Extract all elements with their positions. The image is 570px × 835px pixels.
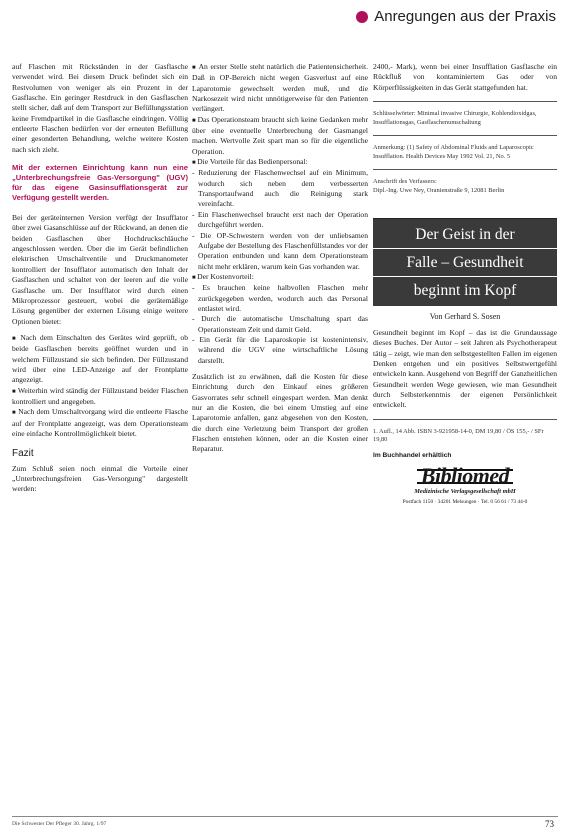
- keywords: Schlüsselwörter: Minimal invasive Chirurgie, Kohlendioxidgas, Insufflationsgas, Gasflaschenumschaltung: [373, 110, 537, 126]
- publisher-logo: Bibliomed: [417, 469, 513, 483]
- divider: [373, 101, 557, 102]
- bullet-item: ■ Der Kostenvorteil:: [192, 272, 368, 283]
- publisher-block: [373, 463, 557, 507]
- divider: [373, 135, 557, 136]
- footnote: Anmerkung: (1) Safety of Abdominal Fluids and Laparoscopic Insufflation. Health Devices May 1992 Vol. 21, No. 5: [373, 144, 534, 160]
- book-availability: Im Buchhandel erhältlich: [373, 451, 452, 459]
- subheading-fazit: Fazit: [12, 448, 34, 460]
- dash-item: - Durch die automatische Umschaltung spart das Operationsteam Zeit und damit Geld.: [192, 314, 368, 334]
- divider: [373, 169, 557, 170]
- paragraph: auf Flaschen mit Rückständen in der Gasflasche verwendet wird. Bei diesem Druck befindet sich ein Restvolumen von weniger als ein Prozent in der Gasflasche. Ein geringer Restdruck in den Gasflaschen stellt sicher, daß auf dem Transport zur Befüllungsstation keine Fremdpartikel in die Gasflasche eindringen. Völlig entleerte Flaschen bedürfen vor der erneuten Befüllung einer gesonderten Behandlung, welche weitere Kosten nach sich zieht.: [12, 62, 188, 154]
- bullet-item: ■ Die Vorteile für das Bedienpersonal:: [192, 157, 368, 168]
- bullet-item: ■ Nach dem Einschalten des Gerätes wird geprüft, ob beide Gasflaschen bereits geöffnet wurden und in welchem Füllzustand sie sich befinden. Der Füllzustand wird über eine LED-Anzeige auf der Frontplatte angezeigt.: [12, 333, 188, 386]
- column-2: [192, 62, 368, 461]
- section-header: [356, 8, 556, 25]
- paragraph: Zusätzlich ist zu erwähnen, daß die Kosten für diese Einrichtung durch den Einkauf eines größeren Gasvorrates sehr schnell eingespart werden. Man denkt nur an die Kosten, die bei einem Umstieg auf eine Laparotomie anfallen, ganz abgesehen von den Kosten, die durch eine Verletzung beim Transport der großen Flaschen entstehen können, oder an die Kosten einer Reparatur.: [192, 371, 368, 454]
- book-title-line: beginnt im Kopf: [413, 281, 517, 299]
- bullet-item: ■ Weiterhin wird ständig der Füllzustand beider Flaschen kontrolliert und angegeben.: [12, 386, 188, 408]
- footer-divider: [12, 816, 558, 817]
- paragraph: 2400,- Mark), wenn bei einer Insufflation Gasflasche ein Rückfluß von kontaminiertem Gas oder von Körperflüssigkeiten in das Gerät stattgefunden hat.: [373, 62, 557, 92]
- section-dot-icon: [356, 11, 368, 23]
- dash-item: - Ein Flaschenwechsel braucht erst nach der Operation durchgeführt werden.: [192, 209, 368, 230]
- bullet-item: ■ Das Operationsteam braucht sich keine Gedanken mehr über eine eventuelle Unterbrechung der Gasmangel machen. Wertvolle Zeit spart man so für die eigentliche Operation.: [192, 115, 368, 157]
- address-label: Anschrift des Verfassers:: [373, 178, 437, 186]
- book-advertisement: [373, 218, 557, 508]
- bullet-item: ■ Nach dem Umschaltvorgang wird die entleerte Flasche auf der Frontplatte angezeigt, was dem Operationsteam eine einfache Kontrollmöglichkeit bietet.: [12, 407, 188, 439]
- journal-footer: Die Schwester Der Pfleger 30. Jahrg. 1/97: [12, 821, 107, 827]
- dash-item: - Reduzierung der Flaschenwechsel auf ein Minimum, wodurch sich neben dem verbesserten Transportaufwand auch die Reinigung stark vereinfacht.: [192, 168, 368, 209]
- book-author: Von Gerhard S. Sosen: [429, 311, 501, 321]
- publisher-address: Postfach 1150 · 34201 Melsungen · Tel. 0 56 61 / 73 44-0: [402, 498, 528, 505]
- divider: [373, 419, 557, 420]
- book-isbn: 1. Aufl., 14 Abb. ISBN 3-921958-14-0, DM 19,80 / ÖS 155,- / SFr 19,80: [373, 427, 544, 444]
- book-description: Gesundheit beginnt im Kopf – das ist die Grundaussage dieses Buches. Der Autor – seit Jahren als Psychotherapeut tätig – zeigt, wie man den selbstgestellten Fallen im eigenen Denken entgehen und ein positives Selbstwertgefühl entwickeln kann. Ausgehend von Begriff der Ganzheitlichen Gesundheit werden Wege gewiesen, wie man Gesundheit durch Selbsterkenntnis der eigenen Persönlichkeit entwickelt.: [373, 327, 557, 410]
- bullet-item: ■ An erster Stelle steht natürlich die Patientensicherheit. Daß in OP-Bereich nicht wegen Gasverlust auf eine Laparotomie gewechselt werden muß, und die Narkosezeit wird nicht unnötigerweise für den Patienten verlängert.: [192, 62, 368, 115]
- dash-item: - Ein Gerät für die Laparoskopie ist kostenintensiv, während die UGV eine wirtschaftliche Lösung darstellt.: [192, 334, 368, 365]
- section-title: Anregungen aus der Praxis: [374, 8, 556, 25]
- paragraph: Zum Schluß seien noch einmal die Vorteile einer „Unterbrechungsfreien Gas-Versorgung" dargestellt werden:: [12, 463, 188, 494]
- dash-item: - Die OP-Schwestern werden von der unliebsamen Aufgabe der Bestellung des Flaschenfüllstandes vor der Operation entbunden und kann dem Operationsteam nicht mehr erklären, warum kein Gas vorhanden war.: [192, 230, 368, 271]
- book-title-line: Falle – Gesundheit: [373, 249, 557, 277]
- page-number: 73: [545, 819, 554, 829]
- book-title: [373, 219, 557, 306]
- highlight-callout: Mit der externen Einrichtung kann nun eine „Unterbrechungsfreie Gas-Versorgung" (UGV) für das eigene Gasinsufflationsgerät zur Verfügung gestellt werden.: [12, 163, 188, 203]
- book-title-line: Der Geist in der: [373, 221, 557, 249]
- column-3: [373, 62, 557, 507]
- author-address: Dipl.-Ing. Uwe Ney, Oranienstraße 9, 12081 Berlin: [373, 187, 505, 194]
- publisher-name: Medizinische Verlagsgesellschaft mbH: [414, 487, 516, 495]
- dash-item: - Es brauchen keine halbvollen Flaschen mehr zurückgegeben werden, wodurch auch das Personal entlastet wird.: [192, 283, 368, 313]
- column-1: [12, 62, 188, 501]
- paragraph: Bei der geräteinternen Version verfügt der Insufflator über zwei Gasanschlüsse auf der Rückwand, an denen die beiden Gasflaschen über Hochdruckschläuche angeschlossen werden. Über die im Gerät befindlichen elektrischen Umschaltventile und Druckmanometer kontrolliert der Insufflator automatisch den Inhalt der Gasflaschen und schaltet von der leeren auf die volle Gasflasche um. Der Insufflator wird durch einen Mikroprozessor gesteuert, wobei die gerätemäßige Lösung gegenüber der externen Lösung einige weitere Optionen bietet:: [12, 213, 188, 326]
